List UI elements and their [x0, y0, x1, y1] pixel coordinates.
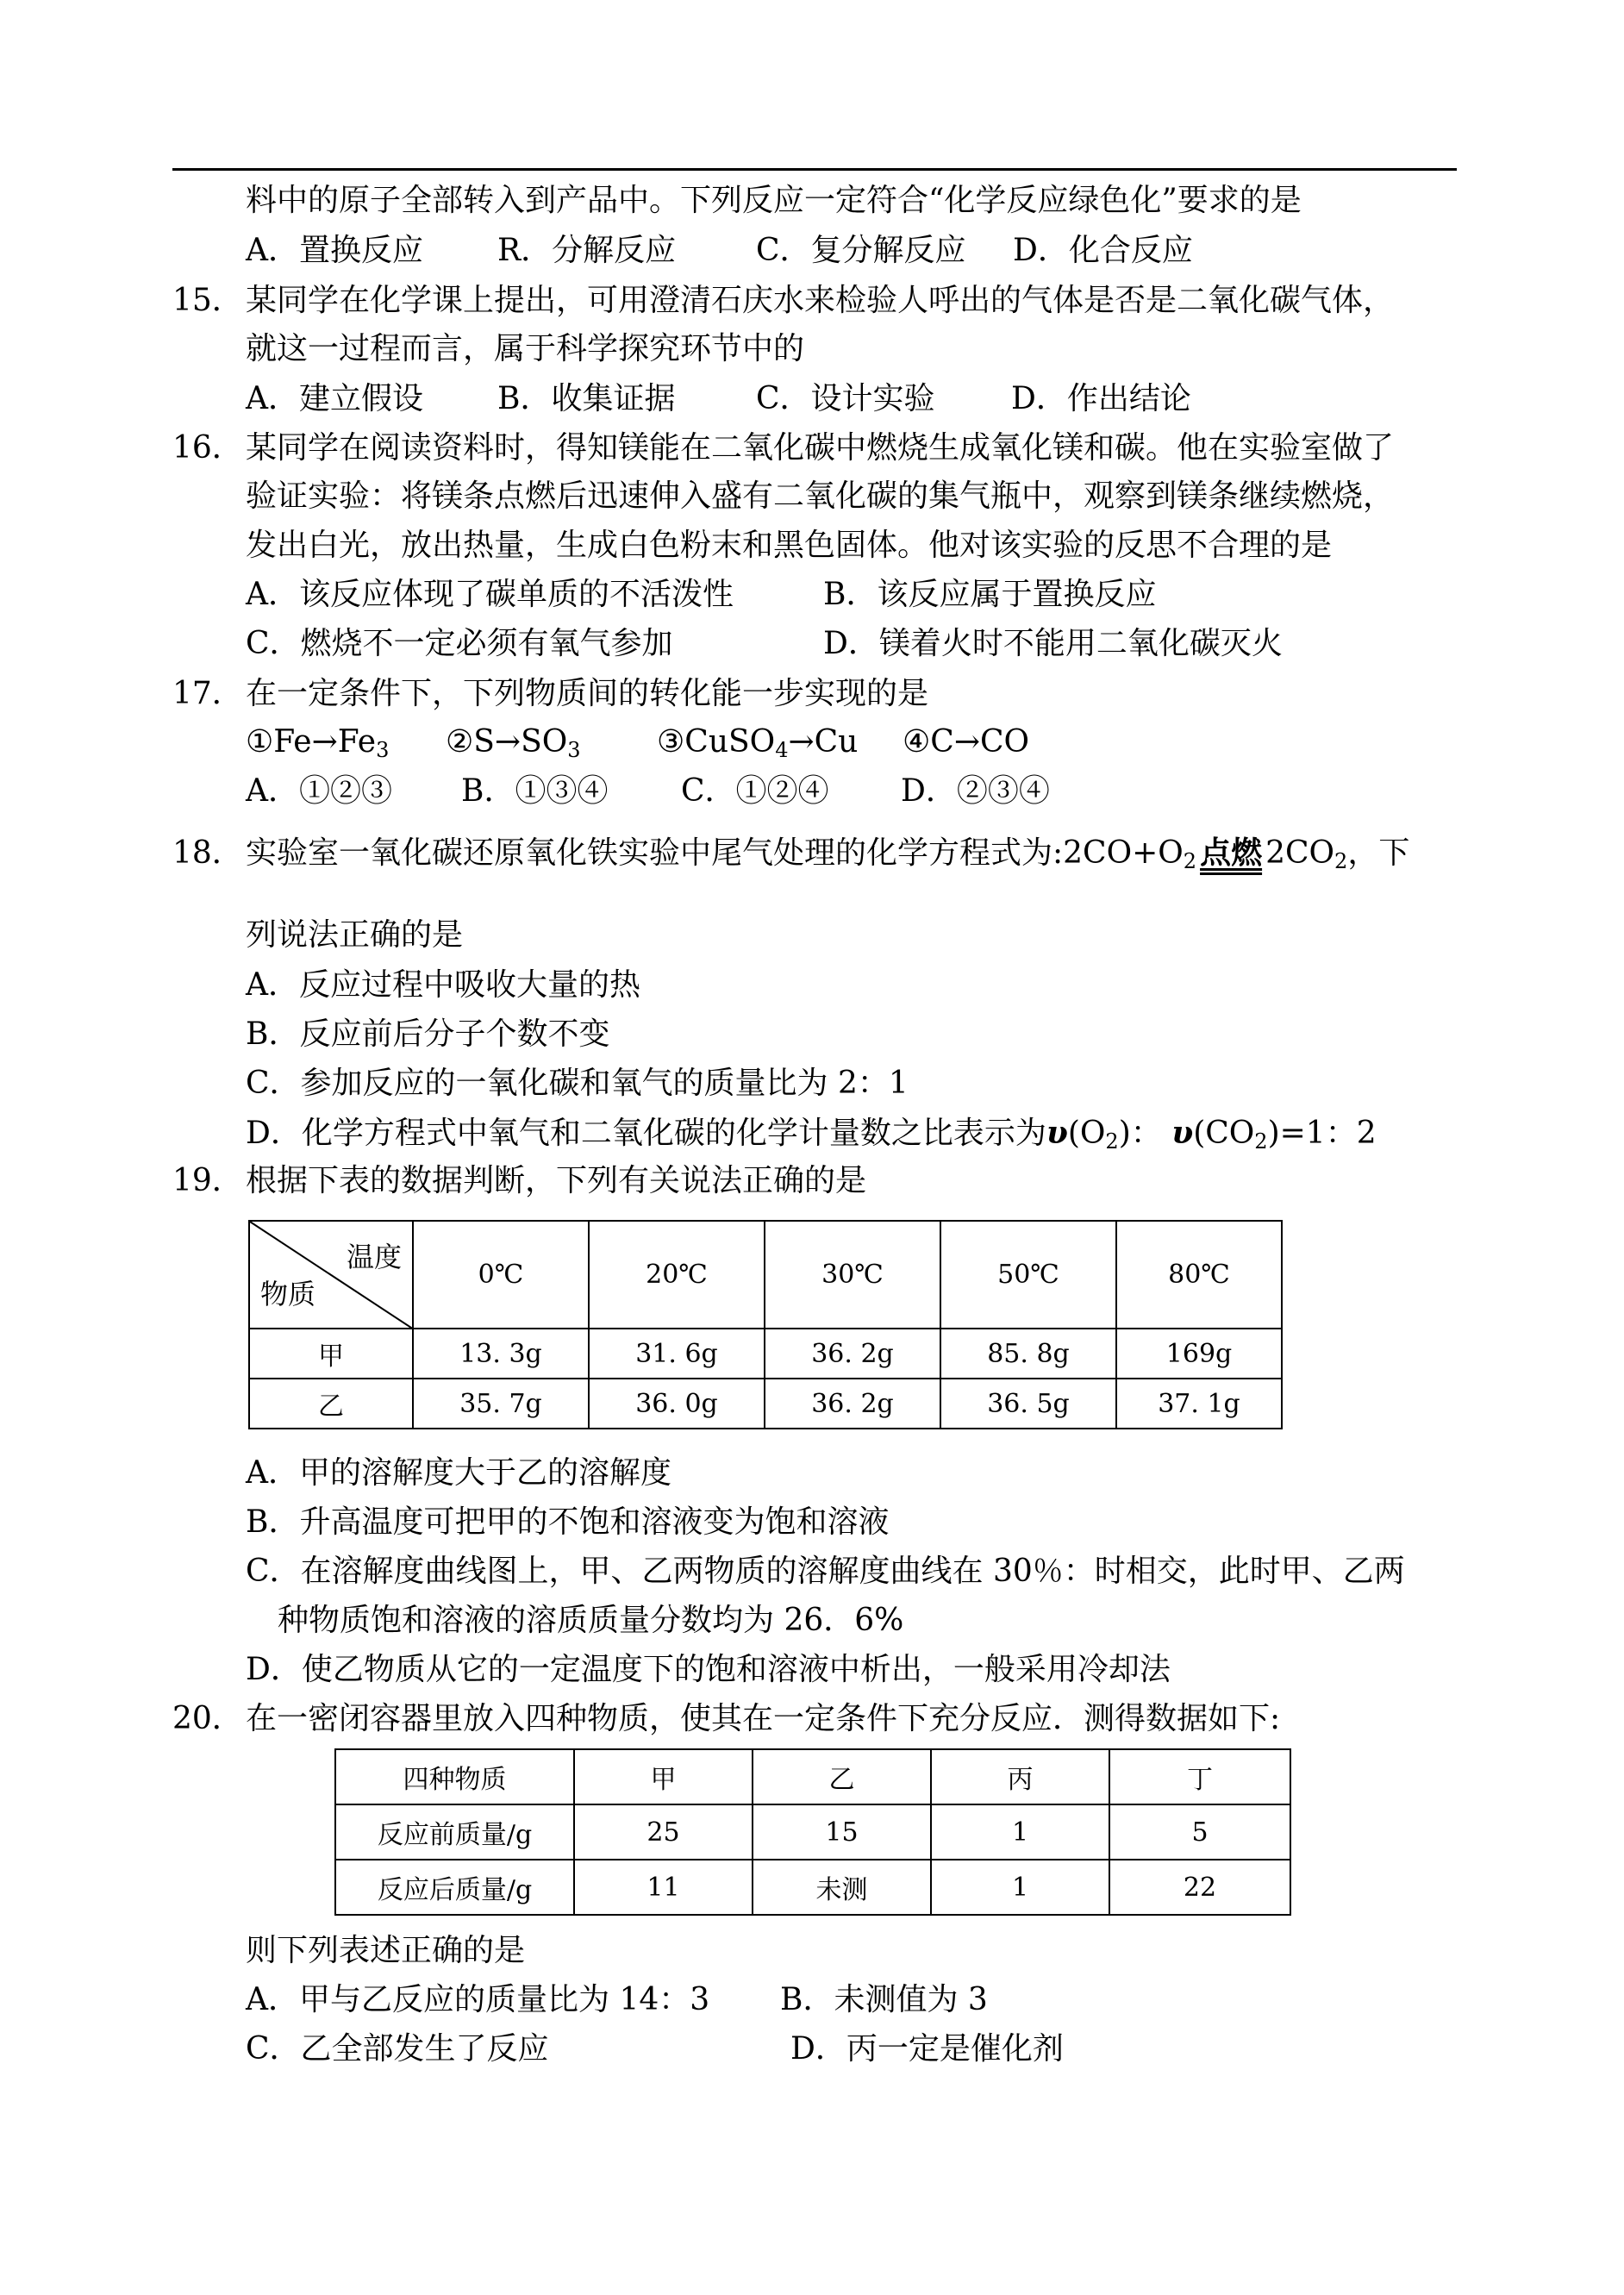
q18-line1: 18．实验室一氧化碳还原氧化铁实验中尾气处理的化学方程式为$:2CO+O_2$ 点燃 $2CO_2$，下 — [172, 835, 1410, 873]
q16-option-c: C．燃烧不一定必须有氧气参加 — [246, 626, 673, 661]
q20-option-c: C．乙全部发生了反应 — [246, 2031, 549, 2067]
q19-solubility-table — [248, 1220, 1283, 1429]
q17-items — [246, 722, 1029, 762]
q19-temp-80: 80℃ — [1116, 1221, 1282, 1329]
table-cell: 1 — [931, 1804, 1109, 1860]
table-row — [249, 1379, 1282, 1429]
q14-options — [246, 231, 1193, 271]
q19-header-substance: 物质 — [260, 1278, 316, 1310]
table-cell: 36. 5g — [940, 1379, 1116, 1429]
q18-option-c: C．参加反应的一氧化碳和氧气的质量比为 2：1 — [246, 1066, 909, 1101]
table-header: 乙 — [753, 1749, 931, 1804]
q16-number: 16． — [172, 430, 243, 466]
q14-option-c: C．复分解反应 — [756, 233, 966, 268]
q14-option-b: R．分解反应 — [497, 233, 677, 268]
q19-header-temp: 温度 — [346, 1241, 402, 1273]
q19-line1 — [172, 1161, 866, 1201]
q19-number: 19． — [172, 1163, 243, 1198]
table-cell: 25 — [574, 1804, 753, 1860]
q17-item-2: $②S\to SO_3$ — [446, 724, 581, 762]
q20-option-d: D．丙一定是催化剂 — [790, 2031, 1064, 2067]
q17-item-1: $①Fe\to Fe_3$ — [246, 724, 390, 762]
q18-option-d: D．化学方程式中氧气和二氧化碳的化学计量数之比表示为$\upsilon(O_2)$： $\upsilon(CO_2)=1$：2 — [246, 1115, 1377, 1154]
q18-option-a: A．反应过程中吸收大量的热 — [246, 967, 640, 1003]
q15-number: 15． — [172, 283, 243, 318]
q18-line2: 列说法正确的是 — [246, 917, 464, 953]
q19-row-name: 甲 — [249, 1329, 413, 1379]
table-cell: 22 — [1109, 1860, 1290, 1915]
table-cell: 15 — [753, 1804, 931, 1860]
q20-stem: 在一密闭容器里放入四种物质，使其在一定条件下充分反应．测得数据如下: — [246, 1701, 1281, 1736]
q18-condition: 点燃 — [1200, 835, 1263, 871]
q15-line1 — [172, 281, 1394, 321]
q15-line2: 就这一过程而言，属于科学探究环节中的 — [246, 331, 805, 366]
q17-stem: 在一定条件下，下列物质间的转化能一步实现的是 — [246, 676, 929, 711]
q18-option-b: B．反应前后分子个数不变 — [246, 1016, 610, 1052]
q17-line1 — [172, 674, 928, 714]
q16-option-d: D．镁着火时不能用二氧化碳灭火 — [823, 626, 1283, 661]
q19-temp-0: 0℃ — [413, 1221, 589, 1329]
table-cell: 169g — [1116, 1329, 1282, 1379]
q16-option-b: B．该反应属于置换反应 — [823, 577, 1157, 612]
q20-option-b: B．未测值为 3 — [780, 1982, 988, 2017]
q14-line: 料中的原子全部转入到产品中。下列反应一定符合“化学反应绿色化”要求的是 — [246, 183, 1302, 218]
q19-temp-50: 50℃ — [940, 1221, 1116, 1329]
q18-number: 18． — [172, 835, 243, 871]
q20-data-table — [334, 1748, 1291, 1916]
table-cell: 31. 6g — [589, 1329, 765, 1379]
q19-stem: 根据下表的数据判断，下列有关说法正确的是 — [246, 1163, 867, 1198]
q15-option-d: D．作出结论 — [1011, 381, 1191, 416]
q17-option-c: C．①②④ — [681, 773, 829, 809]
table-cell: 1 — [931, 1860, 1109, 1915]
q19-row-name: 乙 — [249, 1379, 413, 1429]
table-cell: 反应前质量/g — [335, 1804, 574, 1860]
q15-option-a: A．建立假设 — [246, 381, 423, 416]
table-header: 丙 — [931, 1749, 1109, 1804]
q16-line3: 发出白光，放出热量，生成白色粉末和黑色固体。他对该实验的反思不合理的是 — [246, 528, 1333, 563]
q16-options-cd — [246, 624, 1283, 664]
q19-option-a: A．甲的溶解度大于乙的溶解度 — [246, 1455, 671, 1491]
table-row — [335, 1804, 1290, 1860]
q17-number: 17． — [172, 676, 243, 711]
table-cell: 反应后质量/g — [335, 1860, 574, 1915]
q20-options-cd — [246, 2029, 1064, 2069]
q20-line2: 则下列表述正确的是 — [246, 1933, 526, 1968]
table-row — [249, 1329, 1282, 1379]
table-cell: 未测 — [753, 1860, 931, 1915]
q19-option-b: B．升高温度可把甲的不饱和溶液变为饱和溶液 — [246, 1504, 890, 1540]
q15-option-b: B．收集证据 — [497, 381, 676, 416]
table-header: 甲 — [574, 1749, 753, 1804]
q16-stem-1: 某同学在阅读资料时，得知镁能在二氧化碳中燃烧生成氧化镁和碳。他在实验室做了 — [246, 430, 1395, 466]
table-header: 四种物质 — [335, 1749, 574, 1804]
q19-temp-30: 30℃ — [765, 1221, 940, 1329]
q19-option-d: D．使乙物质从它的一定温度下的饱和溶液中析出，一般采用冷却法 — [246, 1652, 1171, 1687]
q17-option-a: A．①②③ — [246, 773, 392, 809]
q15-stem-1: 某同学在化学课上提出，可用澄清石庆水来检验人呼出的气体是否是二氧化碳气体， — [246, 283, 1395, 318]
q16-line2: 验证实验：将镁条点燃后迅速伸入盛有二氧化碳的集气瓶中，观察到镁条继续燃烧， — [246, 478, 1395, 514]
q16-options-ab — [246, 575, 1156, 615]
table-cell: 35. 7g — [413, 1379, 589, 1429]
q14-option-a: A．置换反应 — [246, 233, 423, 268]
q19-temp-20: 20℃ — [589, 1221, 765, 1329]
q17-options — [246, 772, 1050, 811]
q16-line1 — [172, 428, 1394, 468]
q20-number: 20． — [172, 1701, 243, 1736]
table-cell: 36. 0g — [589, 1379, 765, 1429]
q14-option-d: D．化合反应 — [1013, 233, 1193, 268]
top-rule — [172, 168, 1457, 171]
table-cell: 5 — [1109, 1804, 1290, 1860]
table-row — [335, 1860, 1290, 1915]
table-cell: 36. 2g — [765, 1329, 940, 1379]
q19-option-c-1: C．在溶解度曲线图上，甲、乙两物质的溶解度曲线在 30％：时相交，此时甲、乙两 — [246, 1554, 1405, 1589]
q16-option-a: A．该反应体现了碳单质的不活泼性 — [246, 577, 734, 612]
q17-option-d: D．②③④ — [901, 773, 1050, 809]
q17-item-3: ③CuSO$_4$→Cu — [657, 724, 859, 762]
q20-option-a: A．甲与乙反应的质量比为 14：3 — [246, 1982, 710, 2017]
q17-item-4: ④C→CO — [903, 724, 1030, 760]
q18-stem-1: 实验室一氧化碳还原氧化铁实验中尾气处理的化学方程式为: — [246, 835, 1064, 871]
table-cell: 85. 8g — [940, 1329, 1116, 1379]
q19-header-diagonal-cell — [249, 1221, 413, 1329]
q20-options-ab — [246, 1980, 988, 2020]
q20-line1 — [172, 1699, 1280, 1739]
q19-option-c-2: 种物质饱和溶液的溶质质量分数均为 26．6% — [278, 1603, 904, 1638]
table-header: 丁 — [1109, 1749, 1290, 1804]
q15-option-c: C．设计实验 — [756, 381, 935, 416]
table-cell: 37. 1g — [1116, 1379, 1282, 1429]
q17-option-b: B．①③④ — [461, 773, 609, 809]
table-header-row — [335, 1749, 1290, 1804]
q15-options — [246, 379, 1191, 419]
table-cell: 11 — [574, 1860, 753, 1915]
q18-equation: $2CO+O_2$ 点燃 $2CO_2$ — [1063, 835, 1348, 873]
table-cell: 36. 2g — [765, 1379, 940, 1429]
table-cell: 13. 3g — [413, 1329, 589, 1379]
